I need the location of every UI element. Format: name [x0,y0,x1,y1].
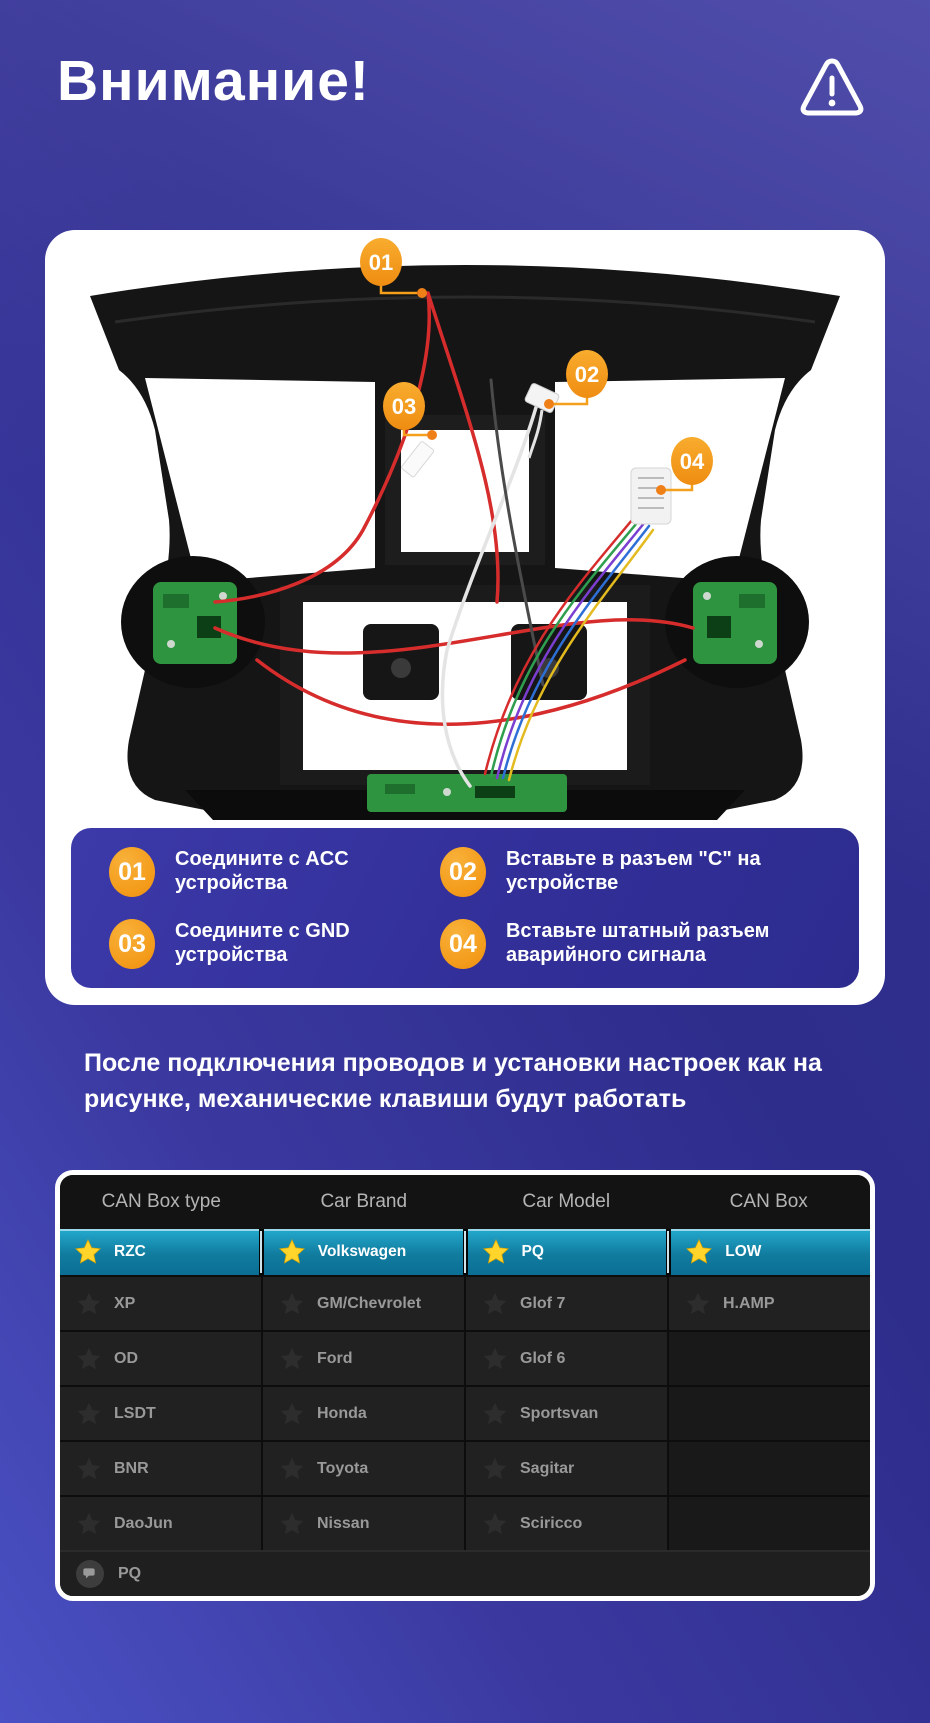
svg-text:03: 03 [391,394,417,419]
table-cell[interactable]: Toyota [261,1442,464,1495]
table-cell-empty [667,1387,870,1440]
star-icon [482,1456,508,1482]
table-cell[interactable]: Ford [261,1332,464,1385]
table-cell[interactable]: GM/Chevrolet [261,1277,464,1330]
table-cell[interactable]: OD [60,1332,261,1385]
legend-text-02: Вставьте в разъем "C" на устройстве [505,848,761,894]
callout-02 [566,350,608,398]
instruction-card [45,230,885,1005]
star-icon [76,1401,102,1427]
table-cell[interactable]: Glof 6 [464,1332,667,1385]
star-icon [76,1291,102,1317]
callout-03 [383,382,425,430]
svg-text:01: 01 [368,250,394,275]
table-row-2[interactable] [60,1385,870,1440]
white-multipin-connector [631,468,671,524]
callout-04 [671,437,713,485]
table-cell[interactable]: XP [60,1277,261,1330]
svg-text:02: 02 [574,362,600,387]
table-cell-empty [667,1332,870,1385]
legend-panel [71,828,859,988]
legend-text-03: Соедините с GND устройства [175,920,350,966]
star-icon [482,1346,508,1372]
table-cell[interactable]: Sagitar [464,1442,667,1495]
star-icon [482,1238,510,1266]
fascia-body [90,265,840,820]
legend-badge-04: 04 [440,919,486,969]
table-cell[interactable]: Honda [261,1387,464,1440]
page-title: Внимание! [57,49,370,113]
selected-cell[interactable]: PQ [468,1229,667,1275]
legend-text-04: Вставьте штатный разъем аварийного сигнала [505,920,770,966]
selected-cell[interactable]: LOW [671,1229,870,1275]
warning-triangle-icon [798,56,866,120]
fascia-wiring-figure [45,230,885,830]
table-row-3[interactable] [60,1440,870,1495]
legend-item-03 [71,908,402,980]
table-header-row [60,1175,870,1229]
column-header-0: CAN Box type [101,1191,221,1212]
star-icon [685,1238,713,1266]
table-cell[interactable]: LSDT [60,1387,261,1440]
column-header-3: CAN Box [729,1191,808,1212]
star-icon [279,1346,305,1372]
table-cell[interactable]: Sportsvan [464,1387,667,1440]
table-row-0[interactable] [60,1275,870,1330]
column-header-1: Car Brand [320,1191,408,1212]
star-icon [76,1511,102,1537]
legend-badge-03: 03 [109,919,155,969]
star-icon [278,1238,306,1266]
star-icon [279,1511,305,1537]
selected-cell[interactable]: RZC [60,1229,259,1275]
star-icon [76,1456,102,1482]
fascia-illustration [45,230,885,830]
star-icon [482,1291,508,1317]
selected-cell[interactable]: Volkswagen [264,1229,463,1275]
table-row-1[interactable] [60,1330,870,1385]
star-icon [482,1511,508,1537]
star-icon [279,1291,305,1317]
table-cell[interactable]: DaoJun [60,1497,261,1550]
table-cell[interactable]: Sciricco [464,1497,667,1550]
legend-item-04 [402,908,859,980]
instruction-note: После подключения проводов и установки настроек как на рисунке, механические клавиши будут работать [84,1049,822,1113]
footer-row[interactable]: PQ [60,1550,870,1596]
table-cell[interactable]: Nissan [261,1497,464,1550]
star-icon [279,1456,305,1482]
legend-text-01: Соедините с ACC устройства [175,848,349,894]
legend-item-01 [71,836,402,908]
selected-row[interactable] [60,1229,870,1275]
star-icon [279,1401,305,1427]
table-cell[interactable]: BNR [60,1442,261,1495]
legend-badge-02: 02 [440,847,486,897]
star-icon [685,1291,711,1317]
table-row-4[interactable] [60,1495,870,1550]
callout-01 [360,238,402,286]
star-icon [482,1401,508,1427]
table-cell[interactable]: H.AMP [667,1277,870,1330]
svg-text:04: 04 [679,449,705,474]
right-key-pcb [665,556,809,688]
chat-bubble-icon [76,1560,104,1588]
table-cell-empty [667,1442,870,1495]
table-cell-empty [667,1497,870,1550]
legend-badge-01: 01 [109,847,155,897]
legend-item-02 [402,836,859,908]
column-header-2: Car Model [522,1191,611,1212]
star-icon [74,1238,102,1266]
table-cell[interactable]: Glof 7 [464,1277,667,1330]
star-icon [76,1346,102,1372]
left-key-pcb [121,556,265,688]
can-table [55,1170,875,1601]
